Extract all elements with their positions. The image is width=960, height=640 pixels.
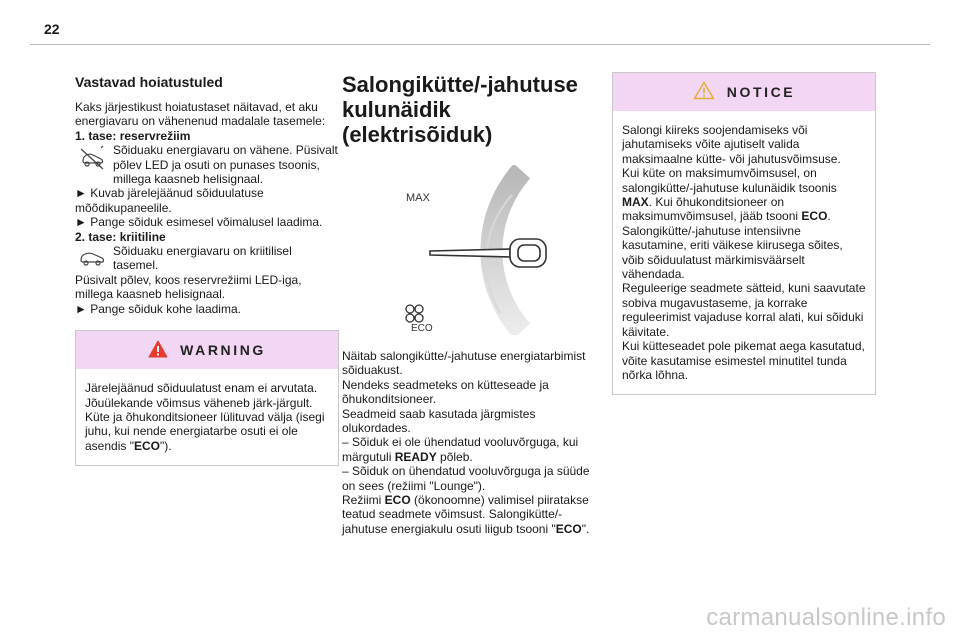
notice-callout-header	[613, 73, 875, 111]
warning-text-start: Järelejäänud sõiduulatust enam ei arvutata. Jõuülekande võimsus väheneb järk-järgult. Küte ja õhukonditsioneer lülituvad välja (isegi juhu, kui nende energiatarbe osuti ei ole asendis "	[85, 381, 325, 453]
notice-max-label: MAX	[622, 195, 649, 210]
notice-callout-body	[613, 111, 875, 394]
notice-max-zone-mid: . Kui õhukonditsioneer on maksimumvõimsusel, jääb tsooni	[622, 195, 802, 224]
level2-continuation: Püsivalt põlev, koos reservrežiimi LED-iga, millega kaasneb helisignaal.	[75, 272, 302, 302]
warning-callout-header	[76, 331, 338, 369]
battery-critical-warning-icon	[77, 246, 107, 273]
gauge-max-label: MAX	[406, 192, 430, 204]
climate-energy-gauge	[392, 165, 562, 335]
level2-block	[75, 244, 339, 273]
situation-item-lounge: – Sõiduk on ühendatud vooluvõrguga ja süüde on sees (režiimi "Lounge").	[342, 464, 590, 493]
warning-callout-body	[76, 369, 338, 465]
notice-eco-label: ECO	[801, 209, 828, 224]
level1-bullet-range: ► Kuvab järelejäänud sõiduulatuse mõõdikupaneelile.	[75, 186, 264, 215]
gauge-eco-label: ECO	[411, 323, 433, 334]
notice-max-zone	[622, 166, 866, 224]
warning-text-end: ").	[159, 438, 172, 453]
column-climate-gauge	[342, 62, 606, 536]
level1-label: 1. tase: reservrežiim	[75, 128, 191, 143]
eco-mode-desc-mid: (ökonoomne) valimisel piiratakse teatud seadmete võimsust. Salongikütte/-jahutuse energiakulu osuti liigub tsooni "	[342, 493, 589, 536]
notice-title: NOTICE	[726, 84, 796, 100]
ready-label: READY	[394, 449, 437, 464]
eco-mode-label: ECO	[384, 493, 411, 508]
footer-watermark: carmanualsonline.info	[706, 604, 946, 631]
page-number: 22	[44, 21, 60, 37]
level1-bullet-charge: ► Pange sõiduk esimesel võimalusel laadima.	[75, 215, 323, 230]
warning-triangle-icon	[148, 340, 168, 361]
notice-max-zone-end: .	[827, 209, 831, 224]
section-title-warning-lights: Vastavad hoiatustuled	[75, 74, 223, 90]
section-title-climate-gauge: Salongikütte/-jahutuse kulunäidik (elektrisõiduk)	[342, 72, 578, 147]
notice-triangle-icon	[693, 81, 715, 103]
eco-mode-desc	[342, 493, 606, 536]
notice-callout	[612, 72, 876, 395]
level1-block	[75, 143, 339, 186]
notice-quick-heating: Salongi kiireks soojendamiseks või jahutamiseks võite ajutiselt valida maksimaalne kütte- või jahutusvõimsuse.	[622, 123, 841, 166]
header-divider	[30, 44, 930, 45]
level1-text: Sõiduaku energiavaru on vähene. Püsivalt põlev LED ja osuti on punases tsoonis, millega kaasneb helisignaal.	[113, 143, 338, 187]
gauge-fan-icon	[406, 305, 423, 322]
notice-odor: Kui kütteseadet pole pikemat aega kasutatud, võite kasutamise esimestel minutitel tunda nõrka lõhna.	[622, 339, 865, 382]
eco-mode-desc-start: Režiimi	[342, 493, 385, 508]
warning-title: WARNING	[180, 342, 266, 359]
column-warning-lights	[75, 62, 339, 466]
gauge-desc: Näitab salongikütte/-jahutuse energiatarbimist sõiduakust.	[342, 349, 586, 378]
usage-situations-intro: Seadmeid saab kasutada järgmistes olukordades.	[342, 406, 536, 436]
devices-desc: Nendeks seadmeteks on kütteseade ja õhukonditsioneer.	[342, 377, 549, 407]
intro-text: Kaks järjestikust hoiatustaset näitavad, et aku energiavaru on vähenenud madalale tasemele:	[75, 100, 326, 129]
eco-zone-label: ECO	[555, 521, 582, 536]
warning-text	[85, 381, 329, 453]
situation-item-ready	[342, 435, 606, 464]
column-notice	[612, 72, 876, 395]
situation-item-ready-end: põleb.	[436, 449, 473, 464]
warning-eco-label: ECO	[133, 438, 160, 453]
battery-reserve-warning-icon	[77, 145, 107, 174]
warning-callout	[75, 330, 339, 466]
notice-adjust-settings: Reguleerige seadmete sätteid, kuni saavutate sobiva mugavustaseme, ja korrake reguleerimist vajaduse korral alati, kui sõiduki käivitate.	[622, 281, 866, 339]
level2-text: Sõiduaku energiavaru on kriitilisel tasemel.	[113, 244, 292, 273]
notice-max-zone-start: Kui küte on maksimumvõimsusel, on salongikütte/-jahutuse kulunäidik tsoonis	[622, 166, 837, 195]
notice-range-reduction: Salongikütte/-jahutuse intensiivne kasutamine, eriti väikese kiirusega sõites, võib sõiduulatust märkimisväärselt vähendada.	[622, 223, 843, 282]
eco-mode-desc-end: ".	[581, 521, 590, 536]
level2-bullet-charge: ► Pange sõiduk kohe laadima.	[75, 301, 241, 316]
level2-label: 2. tase: kriitiline	[75, 229, 166, 244]
situation-item-ready-text: – Sõiduk ei ole ühendatud vooluvõrguga, kui märgutuli	[342, 435, 579, 464]
